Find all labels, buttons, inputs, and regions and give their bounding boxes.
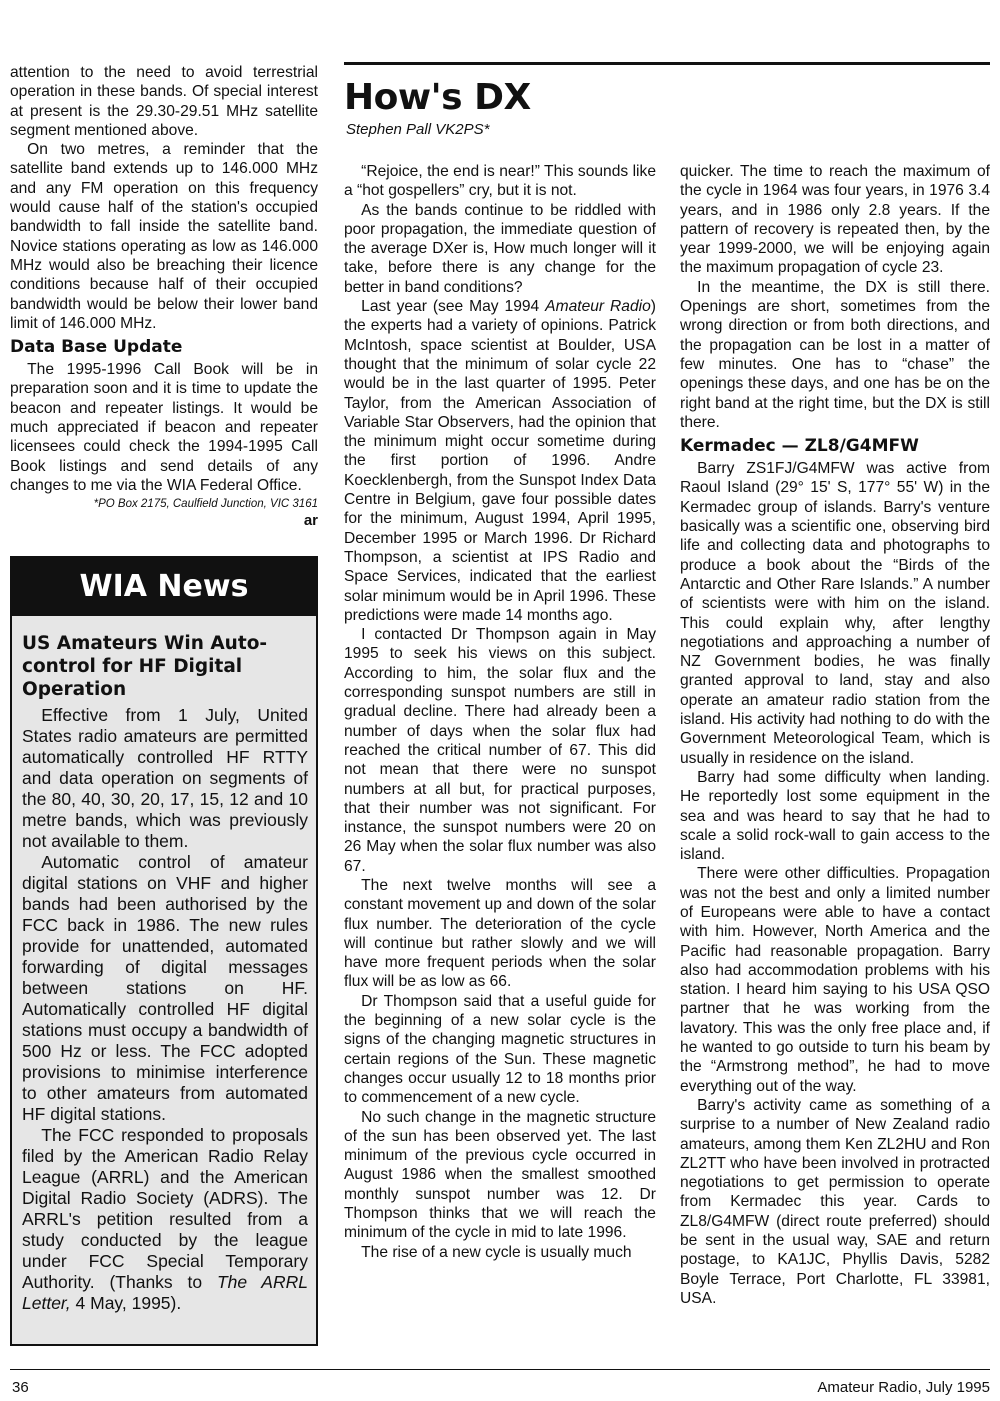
paragraph: The 1995-1996 Call Book will be in preparation soon and it is time to update the beacon and repeater listings. It would be much appreciated if beacon and repeater licensees could check the 1994-1995 Call Book listings and send details of any changes to me via the WIA Federal Office.	[10, 361, 318, 494]
dx-column-2	[680, 162, 990, 1308]
article-author: Stephen Pall VK2PS*	[346, 121, 490, 138]
paragraph: quicker. The time to reach the maximum of the cycle in 1964 was four years, in 1976 3.4 years, and in 1986 only 2.8 years. If the pattern of recovery is repeated then, by the year 1999-2000, we will be enjoying again the maximum propagation of cycle 23.	[680, 163, 990, 277]
paragraph: No such change in the magnetic structure of the sun has been observed yet. The last minimum of the previous cycle occurred in August 1986 when the smallest smoothed monthly sunspot number was 12. Dr Thompson thinks that we will reach the minimum of the cycle in mid to late 1996.	[344, 1108, 656, 1242]
paragraph: Barry ZS1FJ/G4MFW was active from Raoul Island (29° 15' S, 177° 55' W) in the Kermadec group of islands. Barry's venture basically was a scientific one, observing bird life and collecting data and photographs to produce a book about the “Birds of the Antarctic and Other Rare Islands.” A number of scientists were with him on the island. This could explain why, after lengthy negotiations and approaching a number of NZ Government bodies, he was finally granted approval to land, stay and also operate an amateur radio station from the island. His activity had nothing to do with the Government Meteorological Team, which is usually in residence on the island.	[680, 460, 990, 767]
news-headline: US Amateurs Win Auto-control for HF Digital Operation	[22, 633, 268, 700]
header-rule	[344, 62, 990, 65]
italic-text: The ARRL Letter,	[22, 1272, 308, 1313]
paragraph: There were other difficulties. Propagation was not the best and only a limited number of Europeans were able to have a contact with him. However, North America and the Pacific had reasonable propagation. Barry also had accommodation problems with his station. I heard him saying to his USA QSO partner that he was working from the lavatory. This was the only free place and, if he wanted to go outside to turn his beam by the “Armstrong method”, he had to move everything out of the way.	[680, 865, 990, 1095]
text-run: 4 May, 1995).	[70, 1293, 182, 1313]
paragraph: As the bands continue to be riddled with poor propagation, the immediate question of the average DXer is, How much longer will it take, before there is any change for the better in band conditions?	[344, 201, 656, 296]
wia-news-box	[10, 556, 318, 1346]
article-signoff: ar	[303, 512, 318, 530]
page-number: 36	[12, 1379, 29, 1396]
paragraph: The rise of a new cycle is usually much	[361, 1243, 632, 1261]
paragraph: In the meantime, the DX is still there. Openings are short, sometimes from the wrong direction or from both directions, and the propagation can be lost in a matter of few minutes. One has to “chase” the openings these days, and one has be on the right band at the right time, but the DX is still there.	[680, 278, 990, 431]
paragraph: I contacted Dr Thompson again in May 1995 to seek his views on this subject. According to him, the solar flux and the corresponding sunspot numbers are still in gradual decline. There had already been a number of days when the solar flux had reached the critical number of 67. This did not mean that there were no sunspot numbers at all but, for practical purposes, that their number was not significant. For instance, the sunspot numbers were 20 on 26 May when the solar flux number was also 67.	[344, 626, 656, 875]
dx-column-1	[344, 162, 656, 1262]
paragraph	[22, 1125, 308, 1314]
text-run: Last year (see May 1994	[361, 298, 546, 316]
author-address: *PO Box 2175, Caulfield Junction, VIC 3161	[93, 498, 318, 511]
footer-rule	[10, 1369, 990, 1370]
text-run: ) the experts had a variety of opinions. Patrick McIntosh, space scientist at Boulder, USA thought that the minimum of solar cycle 22 would be in the last quarter of 1995. Peter Taylor, from the American Association of Variable Star Observers, had the opinion that the minimum might occur sometime during the first portion of 1996. Andre Koecklenbergh, from the Sunspot Index Data Centre in Belgium, gave four possible dates for the minimum, August 1994, April 1995, December 1995 or March 1996. Dr Richard Thompson, a scientist at IPS Radio and Space Services, indicated that the earliest solar minimum would be in April 1996. These predictions were made 14 months ago.	[344, 298, 656, 624]
italic-text: Amateur Radio	[545, 298, 651, 316]
text-run: The FCC responded to proposals filed by the American Radio Relay League (ARRL) and the American Digital Radio Society (ADRS). The ARRL's petition resulted from a study conducted by the league under FCC Special Temporary Authority. (Thanks to	[22, 1125, 308, 1292]
paragraph: attention to the need to avoid terrestrial operation in these bands. Of special interest at present is the 29.30-29.51 MHz satellite segment mentioned above.	[10, 64, 318, 139]
paragraph: Dr Thompson said that a useful guide for the beginning of a new solar cycle is the signs of the changing magnetic structures in certain regions of the Sun. These magnetic changes occur usually 12 to 18 months prior to commencement of a new cycle.	[344, 992, 656, 1107]
paragraph: Automatic control of amateur digital stations on VHF and higher bands had been authorised by the FCC back in 1986. The new rules provide for unattended, automated forwarding of digital messages between stations on HF. Automatically controlled HF digital stations must occupy a bandwidth of 500 Hz or less. The FCC adopted provisions to minimise interference to other amateurs from automated HF digital stations.	[22, 852, 308, 1124]
wia-news-banner: WIA News	[12, 558, 316, 616]
paragraph	[344, 297, 656, 625]
left-column	[10, 63, 318, 530]
section-heading-kermadec: Kermadec — ZL8/G4MFW	[680, 436, 919, 457]
paragraph: Effective from 1 July, United States radio amateurs are permitted automatically controlled HF RTTY and data operation on segments of the 80, 40, 30, 20, 17, 15, 12 and 10 metre bands, which was previously not available to them.	[22, 705, 308, 851]
paragraph: The next twelve months will see a constant movement up and down of the solar flux number. The deterioration of the cycle will continue but rather slowly and we will have more frequent periods when the solar flux will be as low as 66.	[344, 876, 656, 991]
section-heading-database: Data Base Update	[10, 337, 183, 358]
paragraph: Barry had some difficulty when landing. He reportedly lost some equipment in the sea and was heard to say that he had to scale a solid rock-wall to gain access to the island.	[680, 768, 990, 864]
wia-news-content	[22, 632, 308, 1314]
publication-footer: Amateur Radio, July 1995	[817, 1379, 990, 1396]
paragraph: Barry's activity came as something of a surprise to a number of New Zealand radio amateurs, among them Ken ZL2HU and Ron ZL2TT who have been involved in protracted negotiations to get permission to operate from Kermadec this year. Cards to ZL8/G4MFW (direct route preferred) should be sent in the usual way, SAE and return postage, to KA1JC, Phyllis Davis, 5282 Boyle Terrace, Port Charlotte, FL 33981, USA.	[680, 1096, 990, 1307]
article-title: How's DX	[344, 77, 531, 118]
paragraph: On two metres, a reminder that the satellite band extends up to 146.000 MHz and any FM operation on this frequency would cause half of the station's occupied bandwidth to fall inside the satellite band. Novice stations operating as low as 146.000 MHz would also be breaching their licence conditions because half of their occupied bandwidth would be below their lower band limit of 146.000 MHz.	[10, 141, 318, 332]
paragraph: “Rejoice, the end is near!” This sounds like a “hot gospellers” cry, but it is not.	[344, 163, 656, 200]
